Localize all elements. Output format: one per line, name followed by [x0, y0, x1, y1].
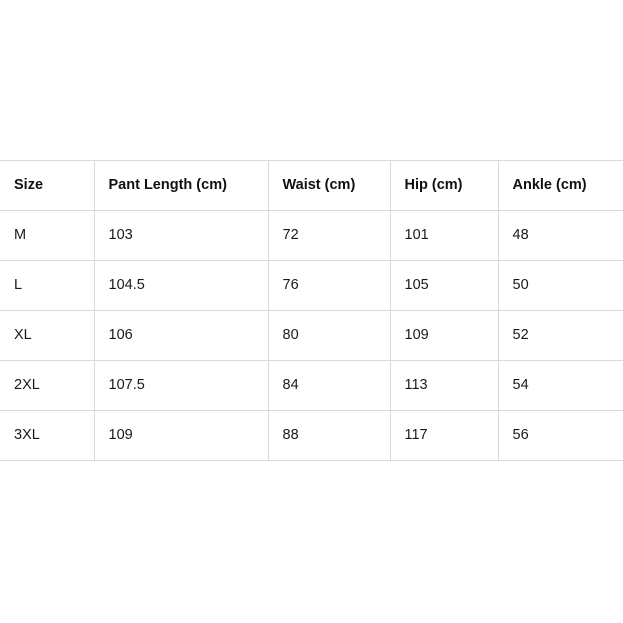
table-row	[0, 311, 623, 361]
column-header-waist: Waist (cm)	[268, 161, 390, 211]
table-row	[0, 261, 623, 311]
cell-hip: 101	[390, 211, 498, 261]
cell-size: 2XL	[0, 361, 94, 411]
cell-pant-length: 104.5	[94, 261, 268, 311]
cell-size: 3XL	[0, 411, 94, 461]
cell-hip: 113	[390, 361, 498, 411]
cell-size: M	[0, 211, 94, 261]
column-header-size: Size	[0, 161, 94, 211]
size-chart-table	[0, 160, 623, 461]
cell-ankle: 54	[498, 361, 623, 411]
column-header-ankle: Ankle (cm)	[498, 161, 623, 211]
cell-ankle: 56	[498, 411, 623, 461]
cell-ankle: 52	[498, 311, 623, 361]
cell-ankle: 48	[498, 211, 623, 261]
table-row	[0, 211, 623, 261]
table-header	[0, 161, 623, 211]
cell-size: XL	[0, 311, 94, 361]
size-table-container	[0, 160, 623, 461]
table-header-row	[0, 161, 623, 211]
cell-size: L	[0, 261, 94, 311]
cell-pant-length: 103	[94, 211, 268, 261]
table-row	[0, 411, 623, 461]
cell-pant-length: 109	[94, 411, 268, 461]
cell-waist: 88	[268, 411, 390, 461]
cell-hip: 109	[390, 311, 498, 361]
cell-hip: 117	[390, 411, 498, 461]
cell-waist: 84	[268, 361, 390, 411]
cell-pant-length: 106	[94, 311, 268, 361]
cell-waist: 76	[268, 261, 390, 311]
cell-waist: 80	[268, 311, 390, 361]
table-body	[0, 211, 623, 461]
cell-pant-length: 107.5	[94, 361, 268, 411]
table-row	[0, 361, 623, 411]
column-header-pant-length: Pant Length (cm)	[94, 161, 268, 211]
cell-hip: 105	[390, 261, 498, 311]
column-header-hip: Hip (cm)	[390, 161, 498, 211]
cell-ankle: 50	[498, 261, 623, 311]
cell-waist: 72	[268, 211, 390, 261]
